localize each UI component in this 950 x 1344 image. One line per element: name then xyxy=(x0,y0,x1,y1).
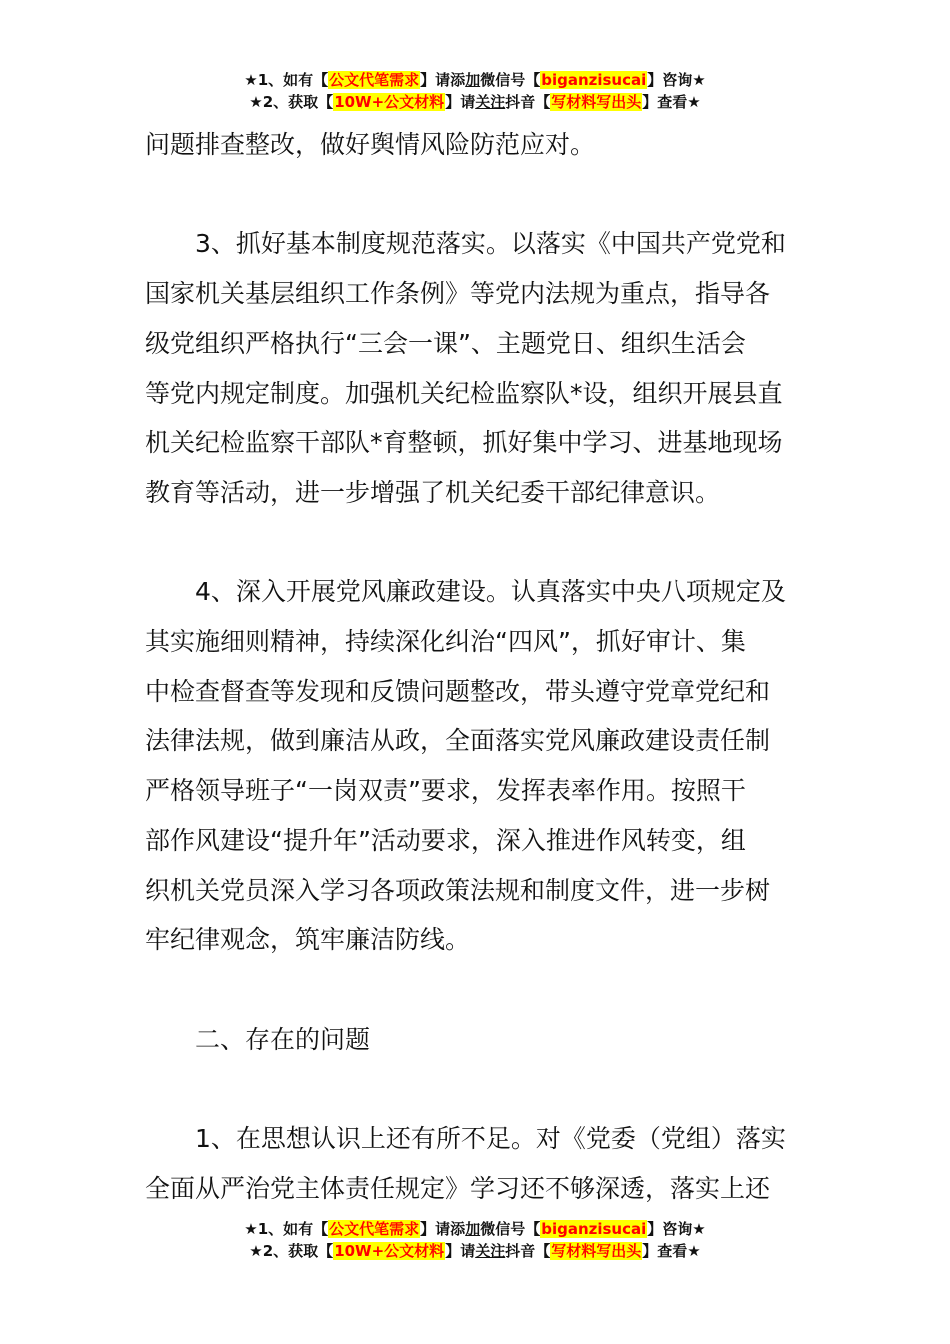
banner-text: 】请添 xyxy=(420,71,466,89)
document-body xyxy=(145,120,807,1213)
text-line: 其实施细则精神，持续深化纠治“四风”，抓好审计、集 xyxy=(145,627,746,656)
underlined-keyword: 加 xyxy=(465,1220,481,1238)
highlighted-keyword: 公文代笔需求 xyxy=(329,1220,420,1238)
text-line: 等党内规定制度。加强机关纪检监察队*设，组织开展县直 xyxy=(145,378,783,408)
banner-text: ★1、如有【 xyxy=(244,1220,329,1238)
text-line: 问题排查整改，做好舆情风险防范应对。 xyxy=(145,130,596,159)
text-line: 1、在思想认识上还有所不足。对《党委（党组）落实 xyxy=(195,1124,786,1153)
text-line: 教育等活动，进一步增强了机关纪委干部纪律意识。 xyxy=(145,477,721,507)
header-banner xyxy=(0,69,950,113)
paragraph-gap xyxy=(145,170,807,220)
banner-line-1 xyxy=(0,1218,950,1240)
text-line: 法律法规，做到廉洁从政，全面落实党风廉政建设责任制 xyxy=(145,726,771,756)
banner-text: ★2、获取【 xyxy=(249,1242,334,1260)
banner-text: 】查看★ xyxy=(642,93,701,111)
paragraph-item-4 xyxy=(145,567,807,965)
highlighted-douyin-account: 写材料写出头 xyxy=(551,93,642,111)
highlighted-keyword: 10W+公文材料 xyxy=(334,93,445,111)
banner-text: 抖音【 xyxy=(505,1242,551,1260)
underlined-keyword: 关注 xyxy=(475,1242,506,1260)
highlighted-wechat-id: biganzisucai xyxy=(541,71,647,89)
banner-text: 】查看★ xyxy=(642,1242,701,1260)
text-line: 机关纪检监察干部队*育整顿，抓好集中学习、进基地现场 xyxy=(145,428,783,458)
banner-text: 微信号【 xyxy=(480,1220,541,1238)
text-line: 级党组织严格执行“三会一课”、主题党日、组织生活会 xyxy=(145,328,746,358)
highlighted-keyword: 10W+公文材料 xyxy=(334,1242,445,1260)
banner-line-1 xyxy=(0,69,950,91)
banner-text: 】咨询★ xyxy=(647,71,706,89)
footer-banner xyxy=(0,1218,950,1262)
text-line: 全面从严治党主体责任规定》学习还不够深透，落实上还 xyxy=(145,1173,771,1203)
banner-text: ★1、如有【 xyxy=(244,71,329,89)
underlined-keyword: 加 xyxy=(465,71,481,89)
banner-text: ★2、获取【 xyxy=(249,93,334,111)
paragraph-gap xyxy=(145,965,807,1015)
banner-text: 微信号【 xyxy=(480,71,541,89)
paragraph-gap xyxy=(145,1064,807,1114)
text-line: 牢纪律观念，筑牢廉洁防线。 xyxy=(145,925,471,955)
banner-text: 】请添 xyxy=(420,1220,466,1238)
text-line: 中检查督查等发现和反馈问题整改，带头遵守党章党纪和 xyxy=(145,676,771,706)
highlighted-wechat-id: biganzisucai xyxy=(541,1220,647,1238)
text-line: 部作风建设“提升年”活动要求，深入推进作风转变，组 xyxy=(145,825,746,855)
section-heading xyxy=(145,1015,807,1065)
paragraph-continuation xyxy=(145,120,807,170)
text-line: 严格领导班子“一岗双责”要求，发挥表率作用。按照干 xyxy=(145,776,746,806)
highlighted-keyword: 公文代笔需求 xyxy=(329,71,420,89)
paragraph-gap xyxy=(145,518,807,568)
text-line: 国家机关基层组织工作条例》等党内法规为重点，指导各 xyxy=(145,279,771,309)
text-line: 3、抓好基本制度规范落实。以落实《中国共产党党和 xyxy=(195,229,786,259)
heading-line: 二、存在的问题 xyxy=(195,1024,371,1054)
banner-text: 】咨询★ xyxy=(647,1220,706,1238)
text-line: 4、深入开展党风廉政建设。认真落实中央八项规定及 xyxy=(195,577,786,607)
banner-text: 】请 xyxy=(445,93,476,111)
underlined-keyword: 关注 xyxy=(475,93,506,111)
paragraph-item-3 xyxy=(145,219,807,517)
banner-line-2 xyxy=(0,1240,950,1262)
text-line: 织机关党员深入学习各项政策法规和制度文件，进一步树 xyxy=(145,875,771,905)
banner-text: 抖音【 xyxy=(505,93,551,111)
banner-line-2 xyxy=(0,91,950,113)
paragraph-problem-1 xyxy=(145,1114,807,1213)
highlighted-douyin-account: 写材料写出头 xyxy=(551,1242,642,1260)
banner-text: 】请 xyxy=(445,1242,476,1260)
